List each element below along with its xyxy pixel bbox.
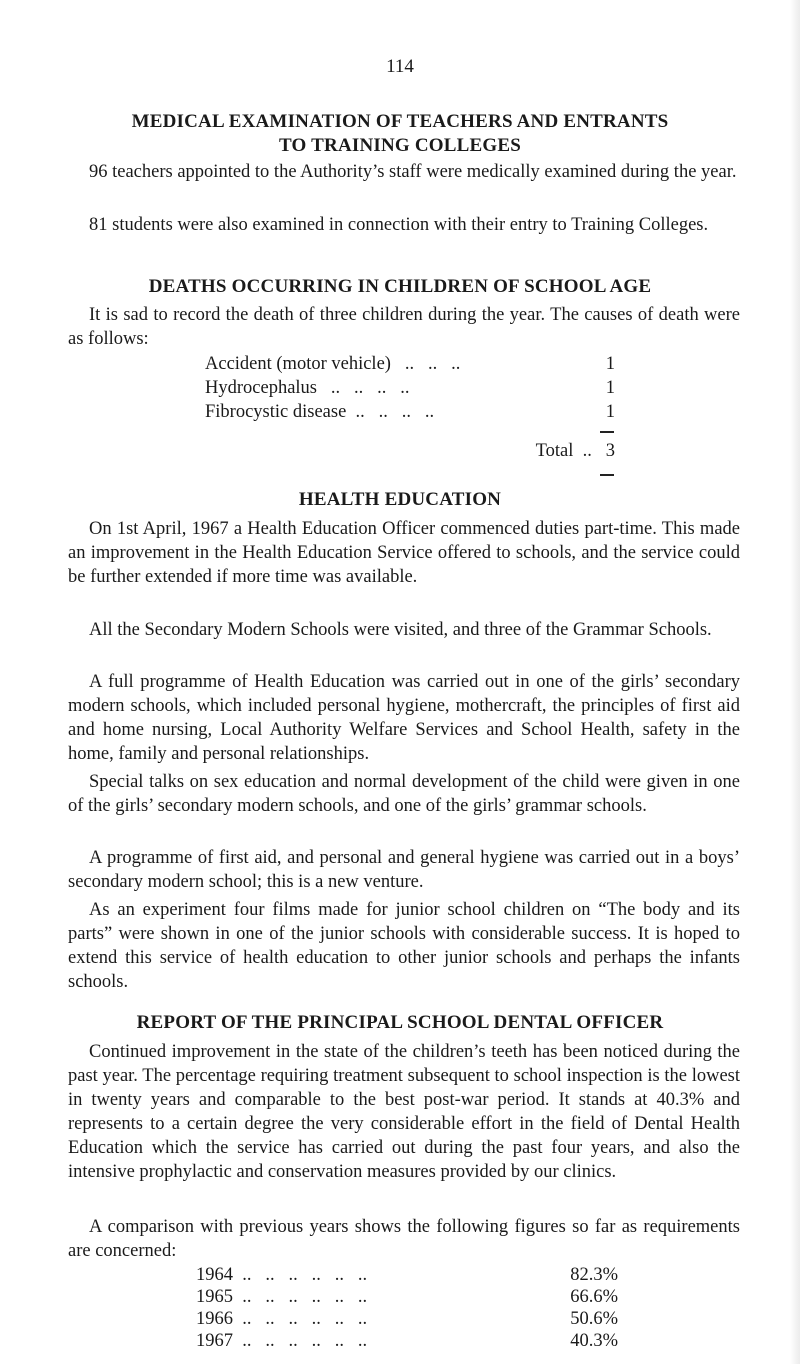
year-value: 50.6% — [570, 1309, 618, 1329]
section-heading-dental-officer: REPORT OF THE PRINCIPAL SCHOOL DENTAL OFFICER — [136, 1012, 664, 1033]
paragraph: As an experiment four films made for junior school children on “The body and its parts” were shown in one of the junior schools with considerable success. It is hoped to extend this service of health education to other junior schools and perhaps the infants schools. — [68, 900, 740, 992]
causes-of-death-list — [205, 352, 615, 424]
total-row — [205, 439, 615, 463]
paragraph: 81 students were also examined in connection with their entry to Training Colleges. — [89, 215, 709, 235]
cause-count: 1 — [605, 402, 615, 422]
year-label: 1967 .. .. .. .. .. .. — [196, 1331, 368, 1351]
paragraph: A comparison with previous years shows the following figures so far as requirements are concerned: — [68, 1217, 740, 1261]
paragraph: A programme of first aid, and personal and general hygiene was carried out in a boys’ secondary modern school; this is a new venture. — [68, 848, 740, 892]
page-number: 114 — [386, 56, 414, 77]
divider — [600, 474, 614, 476]
list-item — [196, 1330, 618, 1352]
total-value: 3 — [605, 441, 615, 461]
list-item — [205, 376, 615, 400]
year-label: 1966 .. .. .. .. .. .. — [196, 1309, 368, 1329]
section-heading-deaths: DEATHS OCCURRING IN CHILDREN OF SCHOOL AGE — [148, 276, 652, 297]
list-item — [205, 400, 615, 424]
cause-count: 1 — [605, 378, 615, 398]
page-edge-shadow — [790, 0, 800, 1364]
paragraph: All the Secondary Modern Schools were visited, and three of the Grammar Schools. — [89, 620, 712, 640]
divider — [600, 431, 614, 433]
heading-line-1: MEDICAL EXAMINATION OF TEACHERS AND ENTRANTS — [131, 111, 669, 132]
paragraph: 96 teachers appointed to the Authority’s staff were medically examined during the year. — [89, 162, 737, 182]
year-value: 66.6% — [570, 1287, 618, 1307]
list-item — [196, 1264, 618, 1286]
year-label: 1965 .. .. .. .. .. .. — [196, 1287, 368, 1307]
dental-figures-list — [196, 1264, 618, 1352]
heading-line-2: TO TRAINING COLLEGES — [279, 135, 521, 156]
paragraph: Special talks on sex education and normal development of the child were given in one of the girls’ secondary modern schools, and one of the girls’ grammar schools. — [68, 772, 740, 816]
paragraph: On 1st April, 1967 a Health Education Officer commenced duties part-time. This made an improvement in the Health Education Service offered to schools, and the service could be further extended if more time was available. — [68, 519, 740, 587]
section-heading-medical-examination — [60, 110, 740, 158]
section-heading-health-education: HEALTH EDUCATION — [298, 489, 502, 510]
list-item — [196, 1286, 618, 1308]
paragraph: Continued improvement in the state of the children’s teeth has been noticed during the past year. The percentage requiring treatment subsequent to school inspection is the lowest in twenty years and comparable to the best post-war period. It stands at 40.3% and represents to a certain degree the very considerable effort in the field of Dental Health Education which the service has carried out during the past four years, and also the intensive prophylactic and conservation measures provided by our clinics. — [68, 1042, 740, 1182]
total-label: Total .. — [535, 441, 592, 461]
year-value: 40.3% — [570, 1331, 618, 1351]
paragraph: A full programme of Health Education was carried out in one of the girls’ secondary modern schools, which included personal hygiene, mothercraft, the principles of first aid and home nursing, Local Authority Welfare Services and School Health, safety in the home, family and personal relationships. — [68, 672, 740, 764]
cause-label: Hydrocephalus .. .. .. .. — [205, 378, 410, 398]
list-item — [196, 1308, 618, 1330]
year-label: 1964 .. .. .. .. .. .. — [196, 1265, 368, 1285]
year-value: 82.3% — [570, 1265, 618, 1285]
list-item — [205, 352, 615, 376]
cause-label: Accident (motor vehicle) .. .. .. — [205, 354, 461, 374]
paragraph: It is sad to record the death of three children during the year. The causes of death were as follows: — [68, 305, 740, 349]
cause-label: Fibrocystic disease .. .. .. .. — [205, 402, 435, 422]
cause-count: 1 — [605, 354, 615, 374]
